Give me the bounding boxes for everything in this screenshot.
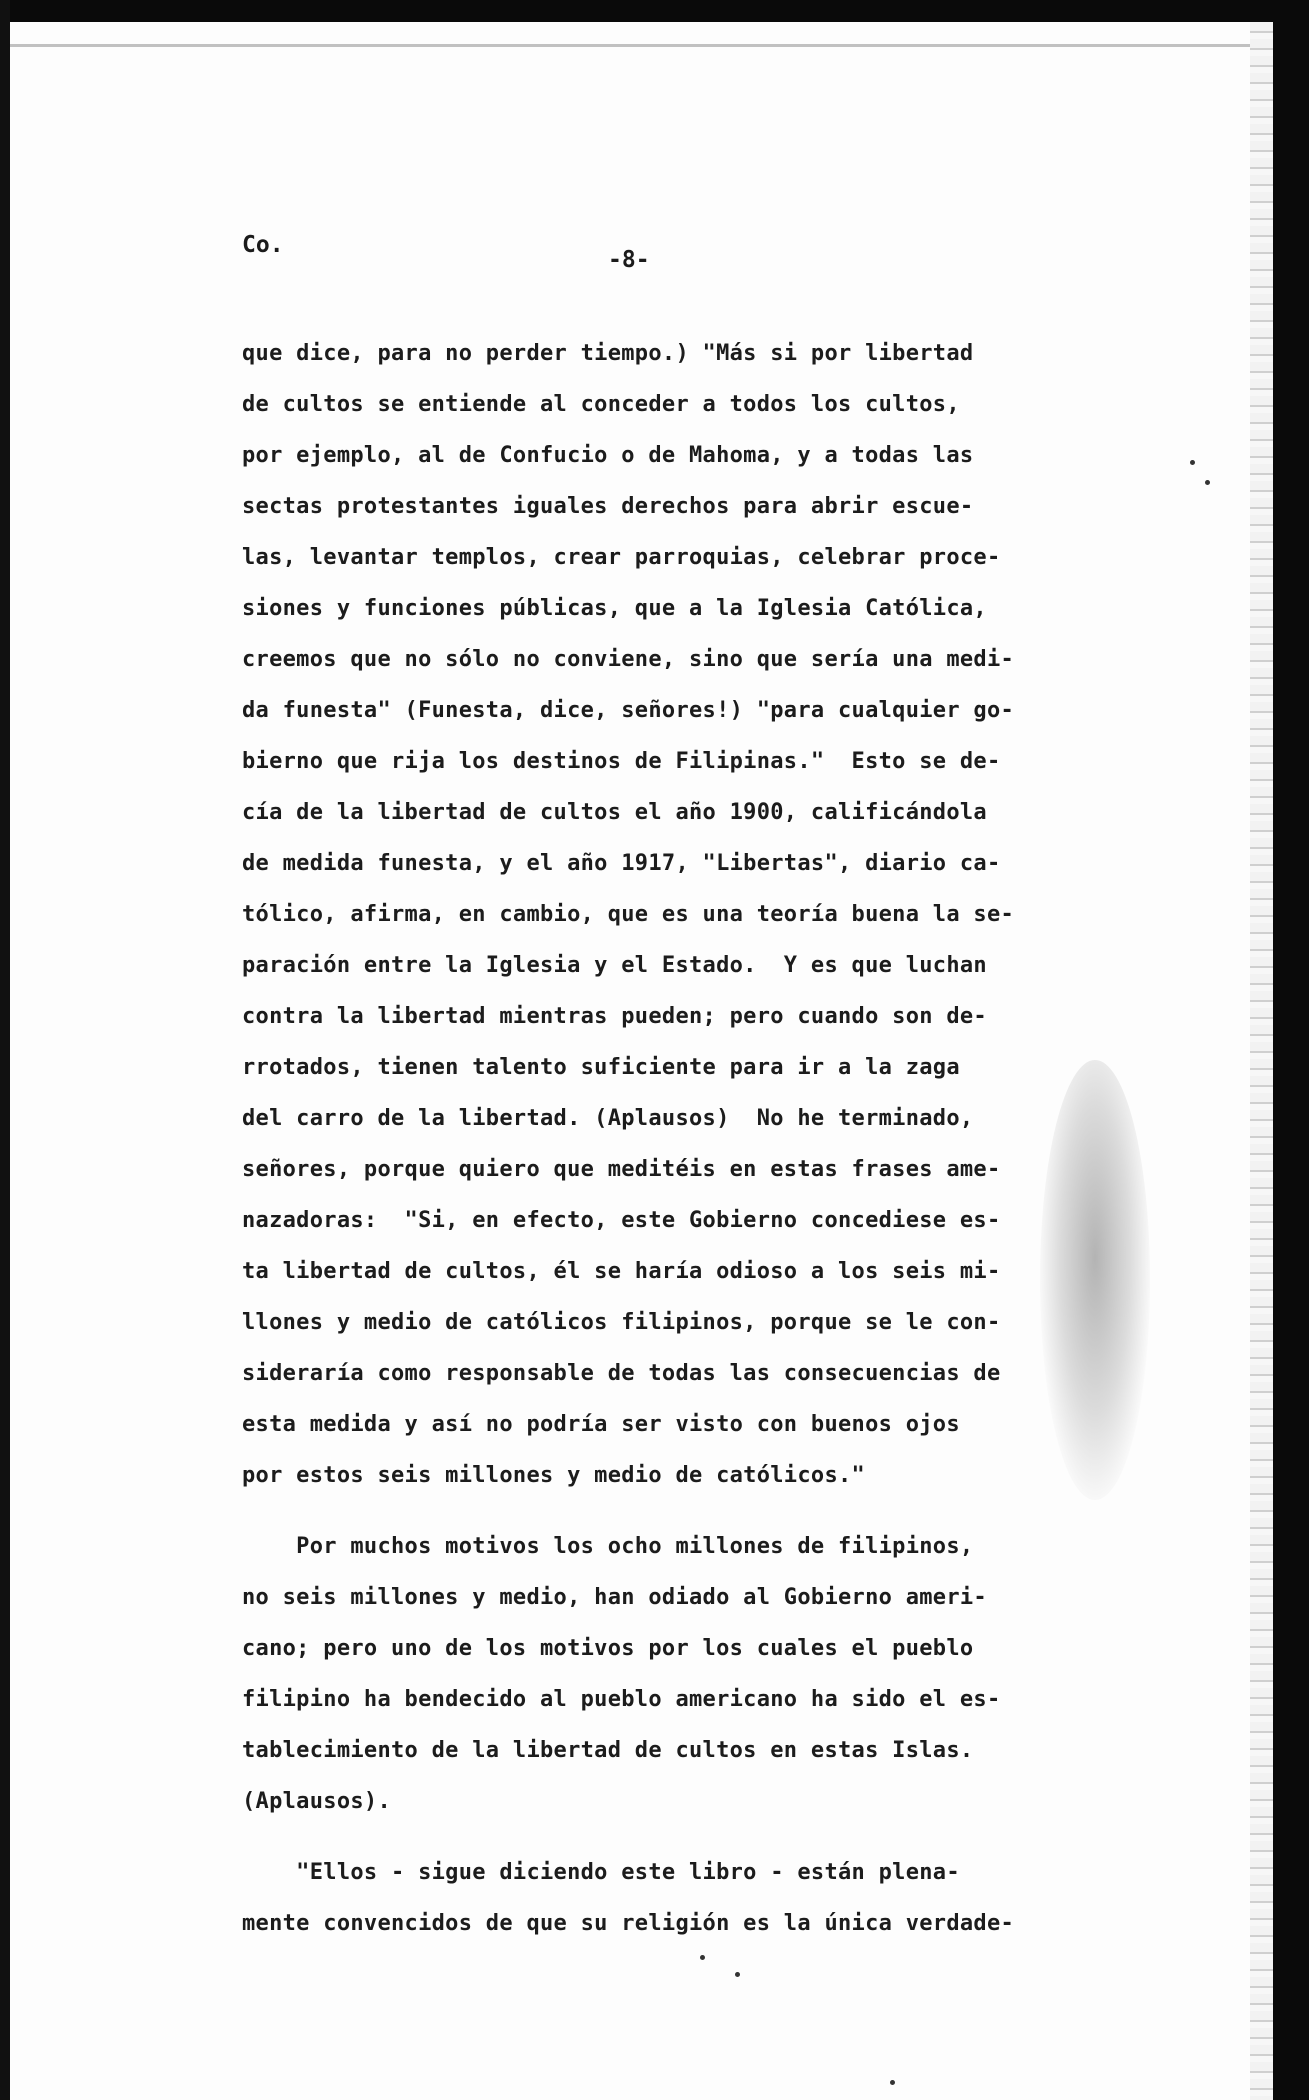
dust-speck xyxy=(735,1972,740,1977)
text-line: siones y funciones públicas, que a la Iglesia Católica, xyxy=(242,596,987,621)
text-line: las, levantar templos, crear parroquias, celebrar proce- xyxy=(242,545,1001,570)
text-line: llones y medio de católicos filipinos, porque se le con- xyxy=(242,1310,1001,1335)
text-line: (Aplausos). xyxy=(242,1789,391,1814)
text-line: cía de la libertad de cultos el año 1900, calificándola xyxy=(242,800,987,825)
dust-speck xyxy=(1205,480,1210,485)
text-line: mente convencidos de que su religión es la única verdade- xyxy=(242,1911,1015,1936)
text-line: de medida funesta, y el año 1917, "Libertas", diario ca- xyxy=(242,851,1001,876)
text-line: sectas protestantes iguales derechos para abrir escue- xyxy=(242,494,974,519)
text-line: señores, porque quiero que meditéis en estas frases ame- xyxy=(242,1157,1001,1182)
text-line: bierno que rija los destinos de Filipinas." Esto se de- xyxy=(242,749,1001,774)
dust-speck xyxy=(890,2080,895,2085)
text-line: rrotados, tienen talento suficiente para ir a la zaga xyxy=(242,1055,960,1080)
text-line: nazadoras: "Si, en efecto, este Gobierno concediese es- xyxy=(242,1208,1001,1233)
text-line: Por muchos motivos los ocho millones de filipinos, xyxy=(242,1534,974,1559)
paragraph-gap xyxy=(242,1827,1122,1847)
text-line: sideraría como responsable de todas las consecuencias de xyxy=(242,1361,1001,1386)
text-line: tólico, afirma, en cambio, que es una teoría buena la se- xyxy=(242,902,1015,927)
text-line: filipino ha bendecido al pueblo americano ha sido el es- xyxy=(242,1687,1001,1712)
dust-speck xyxy=(700,1955,705,1960)
text-line: "Ellos - sigue diciendo este libro - están plena- xyxy=(242,1860,960,1885)
text-line: paración entre la Iglesia y el Estado. Y es que luchan xyxy=(242,953,987,978)
text-line: que dice, para no perder tiempo.) "Más si por libertad xyxy=(242,341,974,366)
text-line: ta libertad de cultos, él se haría odioso a los seis mi- xyxy=(242,1259,1001,1284)
text-line: de cultos se entiende al conceder a todos los cultos, xyxy=(242,392,960,417)
header-mark: Co. xyxy=(242,232,284,258)
text-line: del carro de la libertad. (Aplausos) No he terminado, xyxy=(242,1106,974,1131)
text-line: tablecimiento de la libertad de cultos en estas Islas. xyxy=(242,1738,974,1763)
text-line: creemos que no sólo no conviene, sino que sería una medi- xyxy=(242,647,1015,672)
scan-frame-right xyxy=(1273,0,1309,2100)
text-line: no seis millones y medio, han odiado al Gobierno ameri- xyxy=(242,1585,987,1610)
body-text xyxy=(242,328,1122,1949)
text-line: contra la libertad mientras pueden; pero cuando son de- xyxy=(242,1004,987,1029)
text-line: esta medida y así no podría ser visto con buenos ojos xyxy=(242,1412,960,1437)
text-line: por estos seis millones y medio de católicos." xyxy=(242,1463,866,1488)
text-line: da funesta" (Funesta, dice, señores!) "para cualquier go- xyxy=(242,698,1015,723)
text-line: por ejemplo, al de Confucio o de Mahoma, y a todas las xyxy=(242,443,974,468)
scan-frame-top xyxy=(0,0,1309,22)
paragraph-gap xyxy=(242,1501,1122,1521)
scan-frame-left xyxy=(0,0,10,2100)
page-number: -8- xyxy=(608,247,650,273)
page-edge-strip xyxy=(1250,22,1273,2100)
text-line: cano; pero uno de los motivos por los cuales el pueblo xyxy=(242,1636,974,1661)
scan-artifact-line xyxy=(10,44,1250,47)
dust-speck xyxy=(1190,460,1195,465)
